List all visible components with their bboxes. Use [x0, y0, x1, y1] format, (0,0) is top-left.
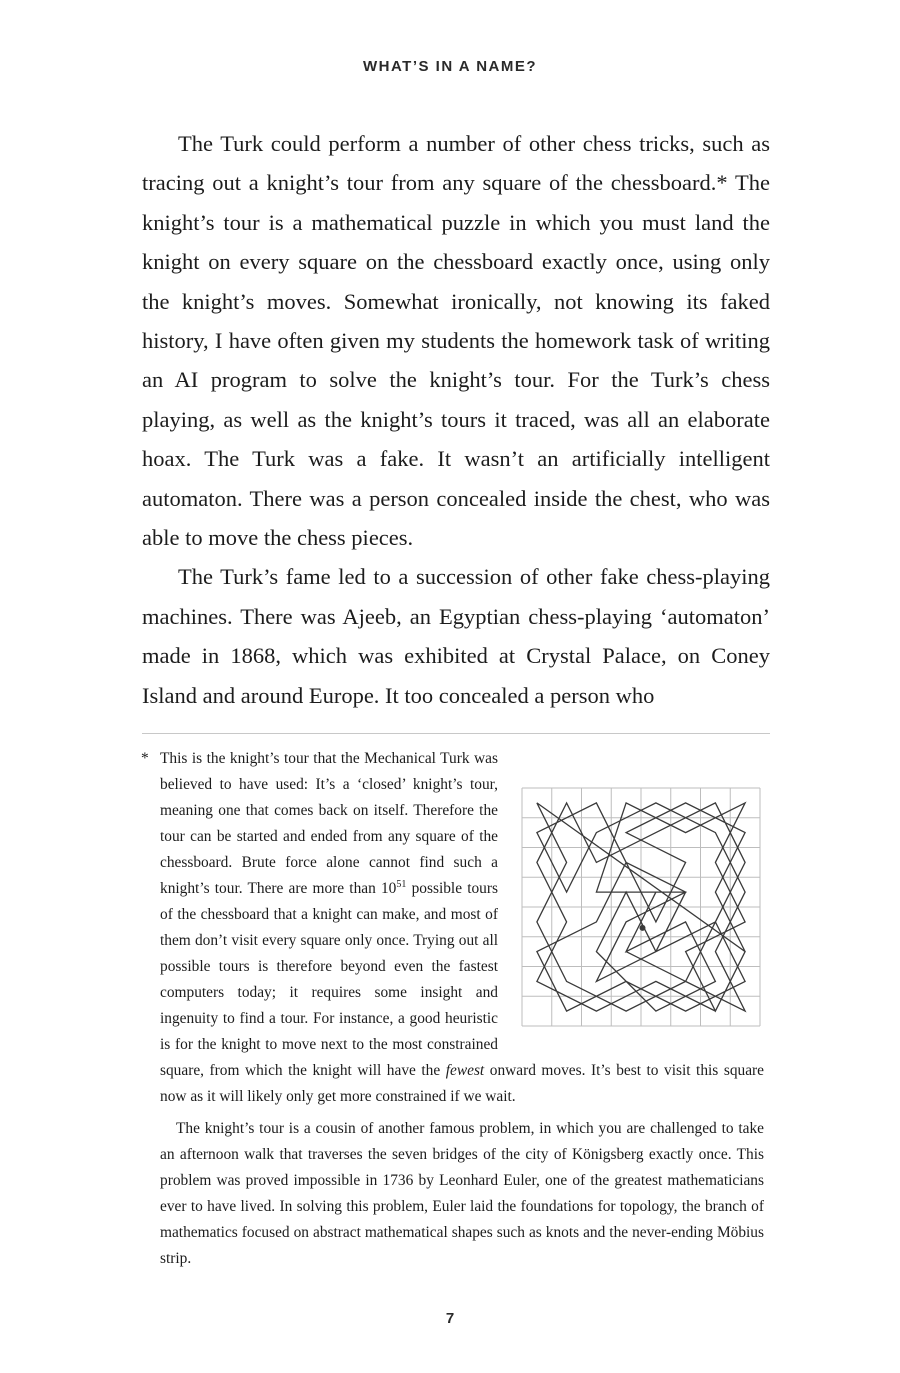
footnote-lead: This is the knight’s tour that the Mechanical Turk was believed to have used: It’s a ‘closed’ knight’s tour, meaning one that comes back on itself. Therefore the tour can be started and ended from any square of the chessboard. Brute force alone cannot find such a knight’s tour. There are more than 10: [160, 750, 498, 897]
footnote-paragraph-2: The knight’s tour is a cousin of another famous problem, in which you are challenged to take an afternoon walk that traverses the seven bridges of the city of Königsberg exactly once. This problem was proved impossible in 1736 by Leonhard Euler, one of the greatest mathematicians ever to have lived. In solving this problem, Euler laid the foundations for topology, the branch of mathematics focused on abstract mathematical shapes such as knots and the never-ending Möbius strip.: [160, 1120, 764, 1267]
knights-tour-diagram: [518, 784, 764, 1030]
footnote: [141, 746, 764, 1272]
footnote-marker: *: [141, 750, 149, 767]
footnote-exponent: 51: [396, 879, 407, 890]
footnote-rule: [142, 733, 770, 734]
chessboard-grid: [522, 788, 760, 1026]
knights-tour-figure: [518, 784, 764, 1042]
footnote-emphasis: fewest: [445, 1062, 485, 1079]
body-paragraph-1: The Turk could perform a number of other chess tricks, such as tracing out a knight’s tour from any square of the chessboard.* The knight’s tour is a mathematical puzzle in which you must land the knight on every square on the chessboard exactly once, using only the knight’s moves. Somewhat ironically, not knowing its faked history, I have often given my students the homework task of writing an AI program to solve the knight’s tour. For the Turk’s chess playing, as well as the knight’s tours it traced, was all an elaborate hoax. The Turk was a fake. It wasn’t an artificially intelligent automaton. There was a person concealed inside the chest, who was able to move the chess pieces.: [142, 131, 770, 551]
tour-start-marker: [639, 925, 645, 931]
body-text: [142, 124, 770, 715]
page-number: 7: [445, 1310, 455, 1327]
running-head: WHAT’S IN A NAME?: [362, 58, 538, 75]
footnote-tail: onward moves. It’s best to visit this square now as it will likely only get more constrained if we wait.: [160, 1062, 764, 1105]
body-paragraph-2: The Turk’s fame led to a succession of other fake chess-playing machines. There was Ajeeb, an Egyptian chess-playing ‘automaton’ made in 1868, which was exhibited at Crystal Palace, on Coney Island and around Europe. It too concealed a person who: [142, 564, 770, 708]
footnote-mid: possible tours of the chessboard that a knight can make, and most of them don’t visit every square only once. Trying out all possible tours is therefore beyond even the fastest computers today; it requires some insight and ingenuity to find a tour. For instance, a good heuristic is for the knight to move next to the most constrained square, from which the knight will have the: [160, 880, 498, 1079]
